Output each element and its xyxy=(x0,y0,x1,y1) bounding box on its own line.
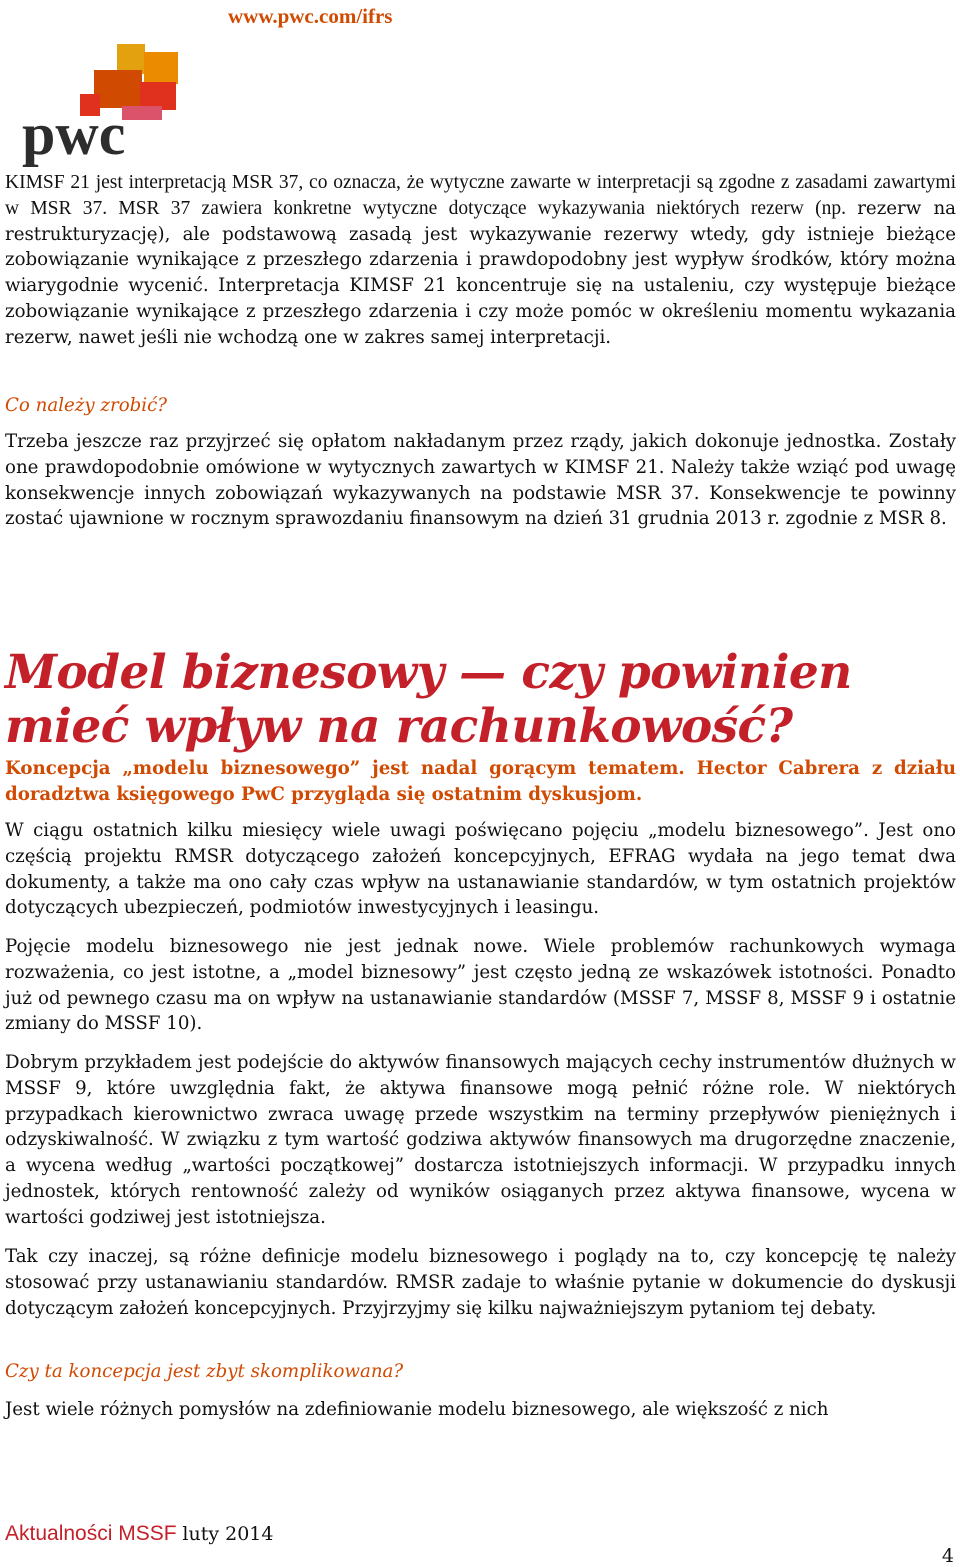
page-number: 4 xyxy=(941,1545,954,1567)
pwc-logo-mark xyxy=(22,42,182,167)
subhead-too-complicated: Czy ta koncepcja jest zbyt skomplikowana? xyxy=(5,1361,404,1382)
article-last-line xyxy=(5,1397,956,1423)
article-paragraph-2 xyxy=(5,934,956,1037)
footer-publication xyxy=(5,1522,273,1546)
intro-text-b: rezerw na restrukturyzację), ale podstawową zasadą jest wykazywanie rezerwy wtedy, gdy istnieje bieżące zobowiązanie wynikające z przeszłego zdarzenia i prawdopodobny jest wypływ środków, który można wiarygodnie wycenić. Interpretacja KIMSF 21 koncentruje się na ustaleniu, czy występuje bieżące zobowiązanie wynikające z przeszłego zdarzenia i czy może pomóc w określeniu momentu wykazania rezerw, nawet jeśli nie wchodzą one w zakres samej interpretacji. xyxy=(5,197,957,348)
article-paragraph-1 xyxy=(5,818,956,921)
subhead-what-to-do: Co należy zrobić? xyxy=(5,395,168,416)
intro-text-a: KIMSF 21 jest interpretacją MSR 37, co oznacza, że wytyczne zawarte w interpretacji są zgodne z zasadami zawartymi w MSR 37. MSR 37 zawiera konkretne wytyczne dotyczące wykazywania niektórych rezerw (np. xyxy=(5,172,956,219)
article-paragraph-3 xyxy=(5,1050,956,1231)
article-paragraph-3-text: Dobrym przykładem jest podejście do aktywów finansowych mających cechy instrumentów dłużnych w MSSF 9, które uwzględnia fakt, że aktywa finansowe mogą pełnić różne role. W niektórych przypadkach kierownictwo zwraca uwagę przede wszystkim na terminy przepływów pieniężnych i odzyskiwalność. W związku z tym wartość godziwa aktywów finansowych ma drugorzędne znaczenie, a wycena według „wartości początkowej” dostarcza istotniejszych informacji. W przypadku innych jednostek, których rentowność zależy od wyników osiąganych przez aktywa finansowe, wycena w wartości godziwej jest istotniejsza. xyxy=(5,1052,956,1228)
article-paragraph-1-text: W ciągu ostatnich kilku miesięcy wiele uwagi poświęcano pojęciu „modelu biznesowego”. Jest ono częścią projektu RMSR dotyczącego założeń koncepcyjnych, EFRAG wydała na jego temat dwa dokumenty, a także ma ono cały czas wpływ na ustanawianie standardów, w tym ostatnich projektów dotyczących ubezpieczeń, podmiotów inwestycyjnych i leasingu. xyxy=(5,820,956,919)
header-url[interactable]: www.pwc.com/ifrs xyxy=(228,4,393,28)
article-lead: Koncepcja „modelu biznesowego” jest nadal gorącym tematem. Hector Cabrera z działu doradztwa księgowego PwC przygląda się ostatnim dyskusjom. xyxy=(5,758,956,805)
article-title: Model biznesowy — czy powinien mieć wpływ na rachunkowość? xyxy=(5,645,852,754)
footer-publication-name: Aktualności MSSF xyxy=(5,1522,177,1545)
article-last-line-text: Jest wiele różnych pomysłów na zdefiniowanie modelu biznesowego, ale większość z nich xyxy=(5,1399,829,1420)
intro-paragraph xyxy=(5,170,956,351)
action-paragraph xyxy=(5,429,956,532)
pwc-logo-text: pwc xyxy=(22,101,126,167)
article-paragraph-2-text: Pojęcie modelu biznesowego nie jest jednak nowe. Wiele problemów rachunkowych wymaga rozważenia, co jest istotne, a „model biznesowy” jest często jedną ze wskazówek istotności. Ponadto już od pewnego czasu ma on wpływ na ustanawianie standardów (MSSF 7, MSSF 8, MSSF 9 i ostatnie zmiany do MSSF 10). xyxy=(5,936,956,1035)
article-paragraph-4-text: Tak czy inaczej, są różne definicje modelu biznesowego i poglądy na to, czy koncepcję tę należy stosować przy ustanawianiu standardów. RMSR zadaje to właśnie pytanie w dokumencie do dyskusji dotyczącym założeń koncepcyjnych. Przyjrzyjmy się kilku najważniejszym pytaniom tej debaty. xyxy=(5,1246,956,1319)
pwc-logo xyxy=(22,42,182,167)
action-text: Trzeba jeszcze raz przyjrzeć się opłatom nakładanym przez rządy, jakich dokonuje jednostka. Zostały one prawdopodobnie omówione w wytycznych zawartych w KIMSF 21. Należy także wziąć pod uwagę konsekwencje innych zobowiązań wykazywanych na podstawie MSR 37. Konsekwencje te powinny zostać ujawnione w rocznym sprawozdaniu finansowym na dzień 31 grudnia 2013 r. zgodnie z MSR 8. xyxy=(5,431,956,530)
footer-date: luty 2014 xyxy=(182,1523,274,1545)
article-paragraph-4 xyxy=(5,1244,956,1321)
